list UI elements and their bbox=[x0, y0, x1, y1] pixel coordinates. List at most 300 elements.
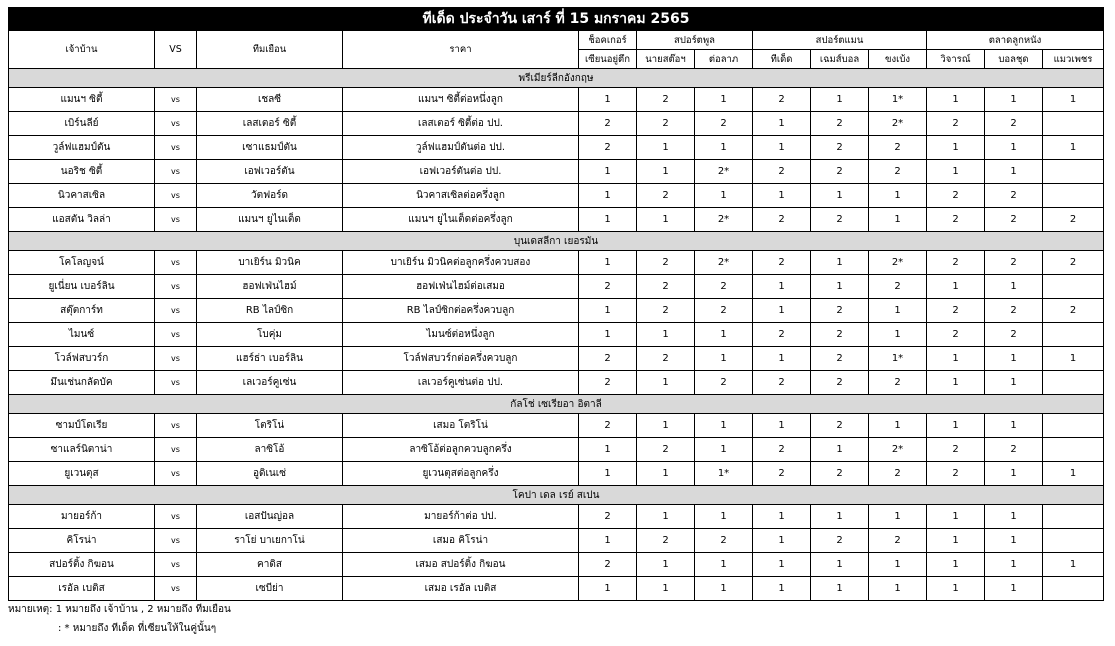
pick-cell: 1 bbox=[637, 323, 695, 347]
price-line: ฮอฟเฟ่นไฮม์ต่อเสมอ bbox=[343, 275, 579, 299]
table-row bbox=[9, 577, 1104, 601]
pick-cell: 1 bbox=[695, 505, 753, 529]
pick-cell: 1 bbox=[695, 88, 753, 112]
pick-cell: 1 bbox=[927, 577, 985, 601]
pick-cell: 2 bbox=[579, 505, 637, 529]
table-row bbox=[9, 414, 1104, 438]
pick-cell: 2 bbox=[1043, 208, 1104, 232]
pick-cell: 1 bbox=[811, 577, 869, 601]
pick-cell: 1 bbox=[869, 184, 927, 208]
pick-cell: 2 bbox=[753, 160, 811, 184]
vs-label: vs bbox=[155, 208, 197, 232]
home-team: สปอร์ติ้ง กิฆอน bbox=[9, 553, 155, 577]
price-line: เสมอ เรอัล เบติส bbox=[343, 577, 579, 601]
pick-cell: 1 bbox=[985, 414, 1043, 438]
pick-cell: 2* bbox=[869, 251, 927, 275]
pick-cell: 2* bbox=[695, 208, 753, 232]
pick-cell: 2 bbox=[695, 529, 753, 553]
home-team: แอสตัน วิลล่า bbox=[9, 208, 155, 232]
pick-cell: 1 bbox=[927, 275, 985, 299]
pick-cell: 1 bbox=[869, 208, 927, 232]
pick-cell: 2 bbox=[869, 136, 927, 160]
pick-cell: 2 bbox=[985, 323, 1043, 347]
pick-cell: 1 bbox=[753, 577, 811, 601]
pick-cell: 2 bbox=[753, 438, 811, 462]
table-body bbox=[9, 69, 1104, 601]
pick-cell bbox=[1043, 184, 1104, 208]
price-line: เสมอ โตริโน่ bbox=[343, 414, 579, 438]
vs-label: vs bbox=[155, 112, 197, 136]
pick-cell: 1 bbox=[927, 88, 985, 112]
vs-label: vs bbox=[155, 529, 197, 553]
table-row bbox=[9, 160, 1104, 184]
away-team: อูดิเนเซ่ bbox=[197, 462, 343, 486]
vs-label: vs bbox=[155, 323, 197, 347]
away-team: คาดิส bbox=[197, 553, 343, 577]
pick-cell: 1 bbox=[985, 505, 1043, 529]
header-group-sportman: สปอร์ตแมน bbox=[753, 31, 927, 50]
away-team: บาเยิร์น มิวนิค bbox=[197, 251, 343, 275]
pick-cell: 2 bbox=[637, 251, 695, 275]
pick-cell: 2 bbox=[811, 136, 869, 160]
pick-cell bbox=[1043, 112, 1104, 136]
pick-cell bbox=[1043, 371, 1104, 395]
away-team: เลสเตอร์ ซิตี้ bbox=[197, 112, 343, 136]
table-row bbox=[9, 275, 1104, 299]
pick-cell: 2 bbox=[579, 371, 637, 395]
pick-cell bbox=[1043, 275, 1104, 299]
pick-cell: 2 bbox=[811, 208, 869, 232]
pick-cell: 1 bbox=[637, 160, 695, 184]
home-team: ซาแลร์นิตาน่า bbox=[9, 438, 155, 462]
pick-cell: 1 bbox=[927, 414, 985, 438]
header-group-market: ตลาดลูกหนัง bbox=[927, 31, 1104, 50]
home-team: เบิร์นลีย์ bbox=[9, 112, 155, 136]
league-row bbox=[9, 486, 1104, 505]
pick-cell: 2 bbox=[637, 438, 695, 462]
pick-cell: 1 bbox=[579, 438, 637, 462]
pick-cell: 2 bbox=[753, 371, 811, 395]
pick-cell bbox=[1043, 438, 1104, 462]
pick-cell: 1 bbox=[579, 577, 637, 601]
pick-cell: 2 bbox=[927, 323, 985, 347]
pick-cell: 2 bbox=[695, 112, 753, 136]
header-tipster: แมวเพชร bbox=[1043, 50, 1104, 69]
pick-cell: 2 bbox=[579, 112, 637, 136]
vs-label: vs bbox=[155, 88, 197, 112]
vs-label: vs bbox=[155, 577, 197, 601]
header-price: ราคา bbox=[343, 31, 579, 69]
pick-cell: 2 bbox=[637, 347, 695, 371]
vs-label: vs bbox=[155, 462, 197, 486]
header-home: เจ้าบ้าน bbox=[9, 31, 155, 69]
away-team: เซบีย่า bbox=[197, 577, 343, 601]
header-tipster: เซียนอยู่ตึก bbox=[579, 50, 637, 69]
footnote-line: หมายเหตุ: 1 หมายถึง เจ้าบ้าน , 2 หมายถึง ทีมเยือน bbox=[8, 604, 231, 615]
price-line: ยูเวนตุสต่อลูกครึ่ง bbox=[343, 462, 579, 486]
pick-cell: 2 bbox=[753, 251, 811, 275]
pick-cell: 1 bbox=[1043, 462, 1104, 486]
away-team: ลาซิโอ้ bbox=[197, 438, 343, 462]
table-row bbox=[9, 438, 1104, 462]
pick-cell: 1 bbox=[811, 275, 869, 299]
pick-cell: 1 bbox=[695, 414, 753, 438]
pick-cell: 2 bbox=[985, 299, 1043, 323]
pick-cell: 2 bbox=[869, 160, 927, 184]
pick-cell: 1 bbox=[1043, 553, 1104, 577]
picks-sheet bbox=[8, 7, 1104, 601]
vs-label: vs bbox=[155, 505, 197, 529]
pick-cell: 1 bbox=[637, 462, 695, 486]
pick-cell: 1 bbox=[695, 438, 753, 462]
pick-cell: 2 bbox=[811, 371, 869, 395]
pick-cell: 1 bbox=[985, 136, 1043, 160]
pick-cell: 1 bbox=[811, 251, 869, 275]
pick-cell: 1 bbox=[985, 371, 1043, 395]
pick-cell: 2 bbox=[985, 112, 1043, 136]
home-team: คิโรน่า bbox=[9, 529, 155, 553]
pick-cell: 2 bbox=[695, 371, 753, 395]
pick-cell: 2 bbox=[637, 529, 695, 553]
pick-cell: 1 bbox=[579, 462, 637, 486]
pick-cell: 2 bbox=[579, 553, 637, 577]
header-tipster: เฉมส์บอล bbox=[811, 50, 869, 69]
pick-cell: 1 bbox=[1043, 347, 1104, 371]
pick-cell: 1 bbox=[1043, 88, 1104, 112]
vs-label: vs bbox=[155, 371, 197, 395]
pick-cell: 2 bbox=[1043, 251, 1104, 275]
pick-cell: 2 bbox=[753, 462, 811, 486]
pick-cell: 2 bbox=[985, 251, 1043, 275]
pick-cell: 1 bbox=[927, 160, 985, 184]
footnote-line: : * หมายถึง ทีเด็ด ที่เซียนให้ในคู่นั้นๆ bbox=[58, 623, 217, 634]
header-tipster: วิจารณ์ bbox=[927, 50, 985, 69]
pick-cell: 1 bbox=[753, 347, 811, 371]
pick-cell: 1 bbox=[985, 577, 1043, 601]
pick-cell: 1 bbox=[637, 136, 695, 160]
pick-cell: 2 bbox=[927, 184, 985, 208]
pick-cell: 1 bbox=[579, 88, 637, 112]
vs-label: vs bbox=[155, 347, 197, 371]
pick-cell: 1 bbox=[985, 275, 1043, 299]
pick-cell: 1 bbox=[927, 505, 985, 529]
away-team: แฮร์ธ่า เบอร์ลิน bbox=[197, 347, 343, 371]
header-row-groups bbox=[9, 31, 1104, 50]
home-team: ยูเวนตุส bbox=[9, 462, 155, 486]
pick-cell: 2* bbox=[869, 438, 927, 462]
home-team: สตุ๊ตการ์ท bbox=[9, 299, 155, 323]
picks-table bbox=[8, 7, 1104, 601]
pick-cell: 1 bbox=[753, 299, 811, 323]
home-team: ไมนซ์ bbox=[9, 323, 155, 347]
pick-cell: 1 bbox=[811, 88, 869, 112]
pick-cell: 1 bbox=[579, 160, 637, 184]
pick-cell: 1 bbox=[1043, 136, 1104, 160]
pick-cell: 1 bbox=[753, 275, 811, 299]
pick-cell: 2 bbox=[811, 414, 869, 438]
pick-cell: 1 bbox=[985, 553, 1043, 577]
price-line: วูล์ฟแฮมป์ตันต่อ ปป. bbox=[343, 136, 579, 160]
pick-cell: 2 bbox=[579, 136, 637, 160]
home-team: แมนฯ ซิตี้ bbox=[9, 88, 155, 112]
pick-cell: 2 bbox=[869, 275, 927, 299]
pick-cell: 1 bbox=[927, 371, 985, 395]
table-row bbox=[9, 88, 1104, 112]
home-team: นิวคาสเซิล bbox=[9, 184, 155, 208]
header-group-sportpool: สปอร์ตพูล bbox=[637, 31, 753, 50]
vs-label: vs bbox=[155, 438, 197, 462]
pick-cell: 2 bbox=[753, 88, 811, 112]
vs-label: vs bbox=[155, 136, 197, 160]
pick-cell: 2 bbox=[927, 251, 985, 275]
league-row bbox=[9, 69, 1104, 88]
league-row bbox=[9, 232, 1104, 251]
away-team: แมนฯ ยูไนเต็ด bbox=[197, 208, 343, 232]
home-team: มึนเช่นกลัดบัค bbox=[9, 371, 155, 395]
pick-cell: 1 bbox=[579, 184, 637, 208]
pick-cell: 2 bbox=[637, 184, 695, 208]
header-away: ทีมเยือน bbox=[197, 31, 343, 69]
price-line: เสมอ คิโรน่า bbox=[343, 529, 579, 553]
pick-cell: 2 bbox=[811, 462, 869, 486]
away-team: เชลซี bbox=[197, 88, 343, 112]
table-row bbox=[9, 136, 1104, 160]
price-line: เลเวอร์คูเซ่นต่อ ปป. bbox=[343, 371, 579, 395]
table-row bbox=[9, 553, 1104, 577]
pick-cell: 1 bbox=[695, 553, 753, 577]
price-line: โวล์ฟสบวร์กต่อครึ่งควบลูก bbox=[343, 347, 579, 371]
pick-cell: 2 bbox=[869, 529, 927, 553]
pick-cell: 1 bbox=[985, 347, 1043, 371]
away-team: โตริโน่ bbox=[197, 414, 343, 438]
vs-label: vs bbox=[155, 414, 197, 438]
pick-cell: 2 bbox=[927, 112, 985, 136]
pick-cell: 2* bbox=[869, 112, 927, 136]
table-row bbox=[9, 347, 1104, 371]
page-title: ทีเด็ด ประจำวัน เสาร์ ที่ 15 มกราคม 2565 bbox=[9, 8, 1104, 31]
pick-cell: 1* bbox=[869, 347, 927, 371]
pick-cell: 1 bbox=[985, 160, 1043, 184]
vs-label: vs bbox=[155, 184, 197, 208]
price-line: เสมอ สปอร์ติ้ง กิฆอน bbox=[343, 553, 579, 577]
price-line: ไมนซ์ต่อหนึ่งลูก bbox=[343, 323, 579, 347]
table-row bbox=[9, 505, 1104, 529]
pick-cell: 1 bbox=[579, 529, 637, 553]
home-team: วูล์ฟแฮมป์ตัน bbox=[9, 136, 155, 160]
pick-cell: 2 bbox=[637, 275, 695, 299]
pick-cell: 1 bbox=[927, 529, 985, 553]
pick-cell: 1 bbox=[637, 553, 695, 577]
header-group-shocker: ช็อคเกอร์ bbox=[579, 31, 637, 50]
pick-cell: 1 bbox=[753, 414, 811, 438]
pick-cell: 1 bbox=[753, 136, 811, 160]
vs-label: vs bbox=[155, 251, 197, 275]
pick-cell: 1 bbox=[753, 184, 811, 208]
vs-label: vs bbox=[155, 275, 197, 299]
table-row bbox=[9, 323, 1104, 347]
pick-cell: 1 bbox=[753, 112, 811, 136]
pick-cell: 1 bbox=[637, 577, 695, 601]
pick-cell: 1 bbox=[811, 505, 869, 529]
away-team: วัตฟอร์ด bbox=[197, 184, 343, 208]
pick-cell: 2 bbox=[869, 462, 927, 486]
pick-cell bbox=[1043, 323, 1104, 347]
pick-cell: 1 bbox=[927, 347, 985, 371]
pick-cell: 1 bbox=[927, 136, 985, 160]
price-line: มายอร์ก้าต่อ ปป. bbox=[343, 505, 579, 529]
pick-cell: 1 bbox=[869, 505, 927, 529]
away-team: เลเวอร์คูเซ่น bbox=[197, 371, 343, 395]
pick-cell: 2 bbox=[811, 529, 869, 553]
pick-cell: 2 bbox=[927, 208, 985, 232]
pick-cell: 1 bbox=[985, 462, 1043, 486]
pick-cell: 1 bbox=[985, 88, 1043, 112]
pick-cell: 1 bbox=[695, 577, 753, 601]
pick-cell: 1 bbox=[637, 208, 695, 232]
pick-cell: 2 bbox=[579, 275, 637, 299]
pick-cell: 1 bbox=[579, 208, 637, 232]
vs-label: vs bbox=[155, 553, 197, 577]
price-line: บาเยิร์น มิวนิคต่อลูกครึ่งควบสอง bbox=[343, 251, 579, 275]
vs-label: vs bbox=[155, 160, 197, 184]
pick-cell: 1 bbox=[637, 505, 695, 529]
pick-cell: 1 bbox=[695, 136, 753, 160]
pick-cell: 1 bbox=[985, 529, 1043, 553]
table-row bbox=[9, 299, 1104, 323]
pick-cell: 2 bbox=[811, 323, 869, 347]
pick-cell: 1 bbox=[695, 347, 753, 371]
pick-cell: 2 bbox=[695, 299, 753, 323]
table-row bbox=[9, 251, 1104, 275]
price-line: ลาซิโอ้ต่อลูกควบลูกครึ่ง bbox=[343, 438, 579, 462]
pick-cell: 1 bbox=[811, 438, 869, 462]
table-row bbox=[9, 371, 1104, 395]
pick-cell: 2 bbox=[811, 160, 869, 184]
league-name: พรีเมียร์ลีกอังกฤษ bbox=[9, 69, 1104, 88]
pick-cell: 2 bbox=[637, 299, 695, 323]
pick-cell: 1 bbox=[869, 553, 927, 577]
header-tipster: นายสต๊อฯ bbox=[637, 50, 695, 69]
away-team: เซาแธมป์ตัน bbox=[197, 136, 343, 160]
away-team: เอสปันญ่อล bbox=[197, 505, 343, 529]
home-team: โคโลญจน์ bbox=[9, 251, 155, 275]
table-row bbox=[9, 184, 1104, 208]
price-line: แมนฯ ยูไนเต็ดต่อครึ่งลูก bbox=[343, 208, 579, 232]
pick-cell: 1 bbox=[869, 323, 927, 347]
pick-cell: 2 bbox=[753, 208, 811, 232]
pick-cell: 2 bbox=[579, 347, 637, 371]
price-line: เลสเตอร์ ซิตี้ต่อ ปป. bbox=[343, 112, 579, 136]
pick-cell: 2 bbox=[811, 112, 869, 136]
price-line: แมนฯ ซิตี้ต่อหนึ่งลูก bbox=[343, 88, 579, 112]
header-vs: VS bbox=[155, 31, 197, 69]
pick-cell: 1 bbox=[753, 505, 811, 529]
league-row bbox=[9, 395, 1104, 414]
pick-cell: 2 bbox=[695, 275, 753, 299]
pick-cell: 1 bbox=[869, 577, 927, 601]
header-tipster: ทีเด็ด bbox=[753, 50, 811, 69]
header-tipster: บอลชุด bbox=[985, 50, 1043, 69]
pick-cell: 2 bbox=[1043, 299, 1104, 323]
pick-cell: 2 bbox=[579, 414, 637, 438]
away-team: ฮอฟเฟ่นไฮม์ bbox=[197, 275, 343, 299]
vs-label: vs bbox=[155, 299, 197, 323]
pick-cell: 2 bbox=[927, 462, 985, 486]
table-row bbox=[9, 462, 1104, 486]
pick-cell: 1 bbox=[753, 529, 811, 553]
pick-cell: 1 bbox=[811, 553, 869, 577]
pick-cell: 1 bbox=[579, 251, 637, 275]
pick-cell: 2 bbox=[811, 347, 869, 371]
table-row bbox=[9, 208, 1104, 232]
price-line: นิวคาสเซิลต่อครึ่งลูก bbox=[343, 184, 579, 208]
price-line: RB ไลป์ซิกต่อครึ่งควบลูก bbox=[343, 299, 579, 323]
table-row bbox=[9, 112, 1104, 136]
footnotes bbox=[8, 600, 231, 638]
pick-cell: 2 bbox=[869, 371, 927, 395]
pick-cell: 1 bbox=[695, 323, 753, 347]
table-row bbox=[9, 529, 1104, 553]
home-team: มายอร์ก้า bbox=[9, 505, 155, 529]
home-team: ซามป์โดเรีย bbox=[9, 414, 155, 438]
pick-cell: 1 bbox=[695, 184, 753, 208]
pick-cell: 1 bbox=[579, 299, 637, 323]
pick-cell bbox=[1043, 505, 1104, 529]
price-line: เอฟเวอร์ตันต่อ ปป. bbox=[343, 160, 579, 184]
home-team: เรอัล เบติส bbox=[9, 577, 155, 601]
league-name: กัลโช่ เซเรียอา อิตาลี bbox=[9, 395, 1104, 414]
pick-cell: 1 bbox=[869, 299, 927, 323]
away-team: เอฟเวอร์ตัน bbox=[197, 160, 343, 184]
pick-cell: 1 bbox=[637, 414, 695, 438]
pick-cell: 1 bbox=[869, 414, 927, 438]
pick-cell: 2 bbox=[637, 112, 695, 136]
pick-cell: 1 bbox=[579, 323, 637, 347]
header-tipster: ต่อลาภ bbox=[695, 50, 753, 69]
pick-cell: 1 bbox=[927, 553, 985, 577]
home-team: นอริช ซิตี้ bbox=[9, 160, 155, 184]
pick-cell: 1* bbox=[869, 88, 927, 112]
pick-cell: 1 bbox=[811, 184, 869, 208]
pick-cell: 2 bbox=[753, 323, 811, 347]
pick-cell: 1 bbox=[753, 553, 811, 577]
header-tipster: ขงเบ้ง bbox=[869, 50, 927, 69]
pick-cell: 2 bbox=[637, 88, 695, 112]
pick-cell bbox=[1043, 414, 1104, 438]
pick-cell bbox=[1043, 529, 1104, 553]
pick-cell bbox=[1043, 577, 1104, 601]
pick-cell: 2 bbox=[985, 438, 1043, 462]
pick-cell: 2 bbox=[927, 299, 985, 323]
league-name: บุนเดสลีกา เยอรมัน bbox=[9, 232, 1104, 251]
pick-cell: 2* bbox=[695, 251, 753, 275]
title-row bbox=[9, 8, 1104, 31]
pick-cell: 2 bbox=[985, 208, 1043, 232]
home-team: ยูเนี่ยน เบอร์ลิน bbox=[9, 275, 155, 299]
away-team: โบคุ่ม bbox=[197, 323, 343, 347]
pick-cell: 1* bbox=[695, 462, 753, 486]
away-team: RB ไลป์ซิก bbox=[197, 299, 343, 323]
pick-cell: 1 bbox=[637, 371, 695, 395]
away-team: ราโย่ บาเยกาโน่ bbox=[197, 529, 343, 553]
pick-cell: 2 bbox=[927, 438, 985, 462]
pick-cell: 2* bbox=[695, 160, 753, 184]
pick-cell: 2 bbox=[811, 299, 869, 323]
pick-cell: 2 bbox=[985, 184, 1043, 208]
pick-cell bbox=[1043, 160, 1104, 184]
league-name: โคปา เดล เรย์ สเปน bbox=[9, 486, 1104, 505]
home-team: โวล์ฟสบวร์ก bbox=[9, 347, 155, 371]
